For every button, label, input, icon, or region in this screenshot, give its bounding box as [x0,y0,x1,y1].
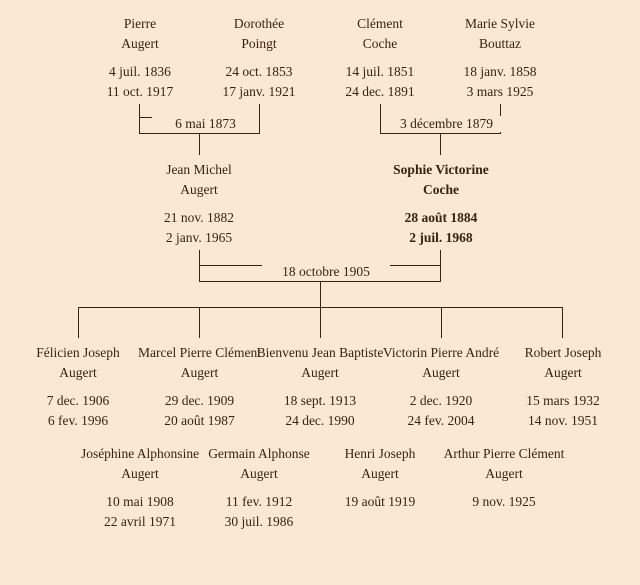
person-death-date: 24 fev. 2004 [407,412,475,428]
connector-pierre-down [139,104,140,117]
person-given-name: Henri Joseph [344,446,416,461]
person-dates [320,62,440,101]
person-birth-date: 7 dec. 1906 [46,393,110,409]
person-birth-date: 15 mars 1932 [526,393,600,409]
connector-child-5 [562,307,563,338]
connector-left-marriage-down [199,134,200,155]
person-birth-date: 21 nov. 1882 [164,210,234,226]
person-marie-sylvie-bouttaz [440,14,560,101]
person-surname: Augert [59,364,97,380]
person-arthur-pierre-clement-augert [434,444,574,512]
person-birth-date: 14 juil. 1851 [345,64,415,80]
person-death-date: 3 mars 1925 [466,83,534,99]
person-clement-coche [320,14,440,101]
person-dates [375,391,507,430]
person-death-date: 2 juil. 1968 [409,229,473,245]
connector-child-1 [78,307,79,338]
person-birth-date: 10 mai 1908 [106,494,174,510]
person-surname: Coche [362,35,398,51]
person-surname: Bouttaz [479,35,521,51]
person-death-date: 14 nov. 1951 [528,412,598,428]
person-dates [18,391,138,430]
person-josephine-alphonsine-augert [70,444,210,531]
marriage-date-center: 18 octobre 1905 [262,264,390,280]
person-death-date: 17 janv. 1921 [222,83,296,99]
person-given-name: Victorin Pierre André [382,345,500,360]
person-birth-date: 9 nov. 1925 [472,494,536,510]
person-jean-michel-augert [139,160,259,247]
person-dorothee-poingt [199,14,319,101]
connector-jean-michel-down [199,250,200,265]
person-surname: Augert [361,465,399,481]
person-given-name: Sophie Victorine [393,162,489,177]
connector-dorothee-down [259,104,260,117]
person-given-name: Pierre [123,16,157,31]
person-birth-date: 24 oct. 1853 [225,64,293,80]
person-given-name: Clément [357,16,403,31]
person-given-name: Félicien Joseph [36,345,120,360]
person-felicien-joseph-augert [18,343,138,430]
person-given-name: Robert Joseph [524,345,602,360]
person-death-date: 22 avril 1971 [104,513,176,529]
person-germain-alphonse-augert [196,444,322,531]
person-birth-date: 28 août 1884 [404,210,478,226]
person-given-name: Marcel Pierre Clément [138,345,261,360]
person-surname: Coche [423,181,459,197]
person-dates [80,62,200,101]
person-surname: Augert [180,181,218,197]
person-given-name: Marie Sylvie [464,16,536,31]
connector-right-marriage-down [440,134,441,155]
person-dates [380,208,502,247]
person-dates [139,208,259,247]
person-death-date: 24 dec. 1891 [345,83,415,99]
person-surname: Augert [121,35,159,51]
person-given-name: Joséphine Alphonsine [80,446,200,461]
person-dates [199,62,319,101]
marriage-date-right: 3 décembre 1879 [381,116,512,132]
person-death-date: 30 juil. 1986 [224,513,294,529]
person-death-date: 20 août 1987 [164,412,235,428]
person-marcel-pierre-clement-augert [132,343,267,430]
person-dates [320,492,440,512]
person-victorin-pierre-andre-augert [375,343,507,430]
person-surname: Augert [180,364,219,380]
person-dates [70,492,210,531]
person-birth-date: 18 sept. 1913 [283,393,357,409]
connector-child-2 [199,307,200,338]
person-surname: Augert [301,364,339,380]
person-birth-date: 29 dec. 1909 [164,393,235,409]
person-surname: Augert [544,364,582,380]
person-dates [132,391,267,430]
person-dates [434,492,574,512]
person-sophie-victorine-coche [380,160,502,247]
person-death-date: 11 oct. 1917 [106,83,174,99]
person-birth-date: 18 janv. 1858 [463,64,537,80]
person-given-name: Germain Alphonse [208,446,310,461]
person-birth-date: 19 août 1919 [344,494,416,510]
connector-child-3 [320,307,321,338]
person-given-name: Jean Michel [166,162,232,177]
person-death-date: 2 janv. 1965 [165,229,233,245]
person-death-date: 6 fev. 1996 [47,412,109,428]
person-dates [250,391,390,430]
person-bienvenu-jean-baptiste-augert [250,343,390,430]
connector-center-marriage-down [320,282,321,307]
person-birth-date: 2 dec. 1920 [409,393,473,409]
person-robert-joseph-augert [503,343,623,430]
connector-sophie-down [440,250,441,265]
connector-child-4 [441,307,442,338]
person-given-name: Arthur Pierre Clément [443,446,565,461]
person-birth-date: 11 fev. 1912 [225,494,293,510]
person-given-name: Dorothée [233,16,285,31]
person-given-name: Bienvenu Jean Baptiste [256,345,384,360]
person-surname: Poingt [241,35,277,51]
person-dates [440,62,560,101]
person-death-date: 24 dec. 1990 [285,412,355,428]
marriage-date-left: 6 mai 1873 [152,116,259,132]
person-henri-joseph-augert [320,444,440,512]
person-surname: Augert [121,465,159,481]
person-dates [503,391,623,430]
person-surname: Augert [422,364,460,380]
person-pierre-augert [80,14,200,101]
person-birth-date: 4 juil. 1836 [109,64,171,80]
person-dates [196,492,322,531]
person-surname: Augert [240,465,278,481]
person-surname: Augert [485,465,523,481]
